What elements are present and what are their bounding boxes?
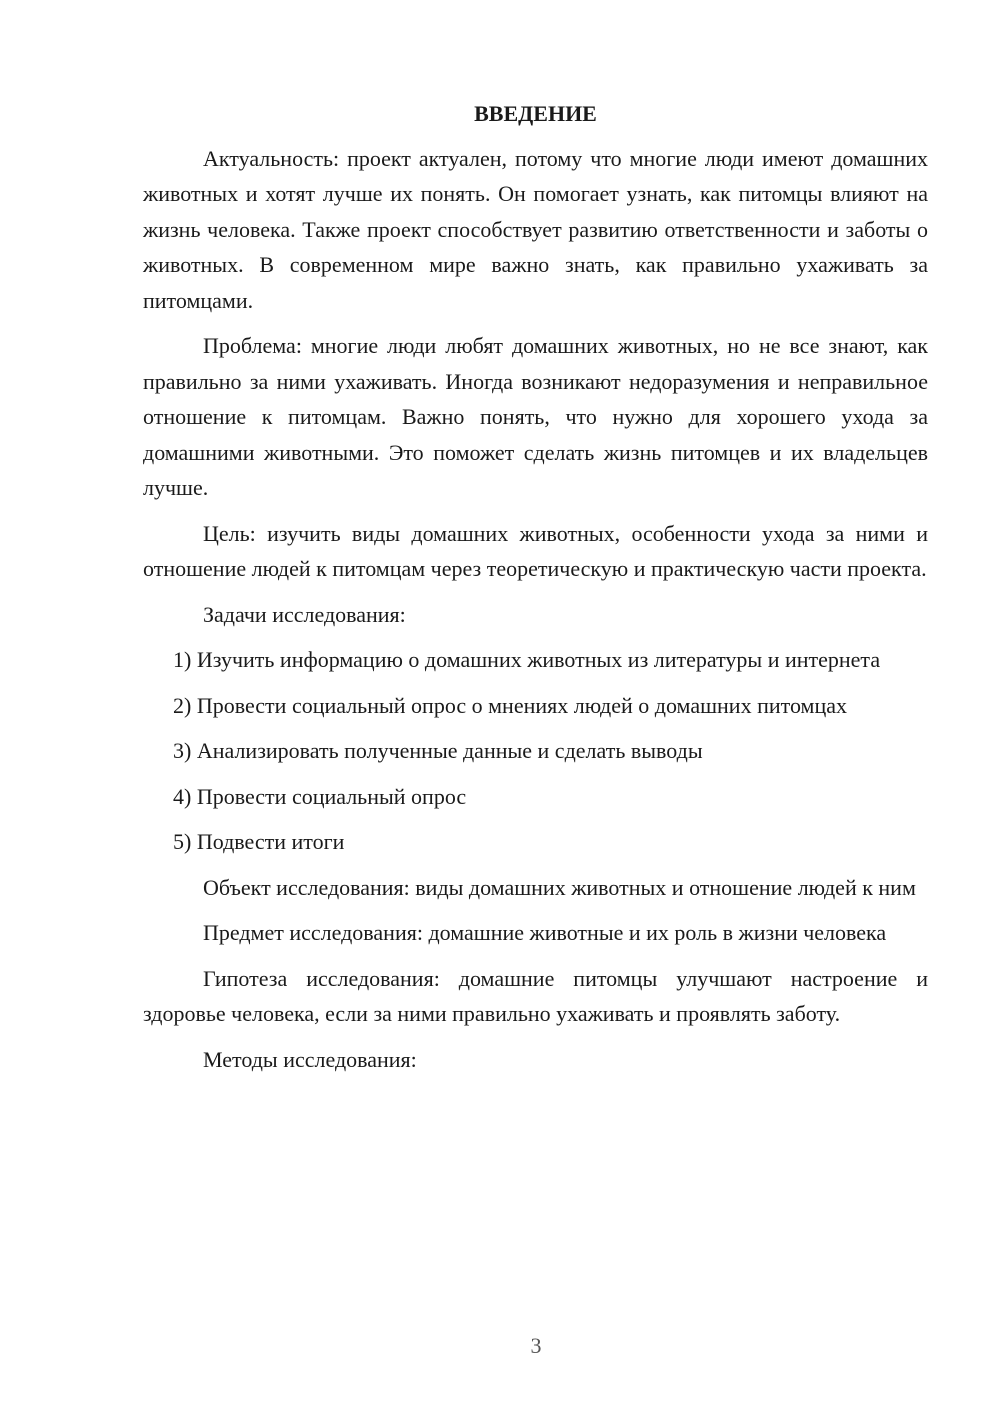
section-title: ВВЕДЕНИЕ: [474, 101, 597, 126]
paragraph-object: Объект исследования: виды домашних животных и отношение людей к ним: [203, 874, 916, 900]
paragraph-methods-heading: Методы исследования:: [203, 1046, 417, 1072]
paragraph-hypothesis: Гипотеза исследования: домашние питомцы улучшают настроение и здоровье человека, если за ними правильно ухаживать и проявлять заботу.: [143, 965, 928, 1026]
list-item-task-3: 3) Анализировать полученные данные и сделать выводы: [173, 738, 703, 763]
paragraph-goal: Цель: изучить виды домашних животных, особенности ухода за ними и отношение людей к питомцам через теоретическую и практическую части проекта.: [143, 520, 928, 581]
document-page: [143, 96, 928, 1087]
list-item-task-4: 4) Провести социальный опрос: [173, 783, 467, 809]
paragraph-tasks-heading: Задачи исследования:: [203, 601, 406, 627]
paragraph-problem: Проблема: многие люди любят домашних животных, но не все знают, как правильно за ними ухаживать. Иногда возникают недоразумения и неправильное отношение к питомцам. Важно понять, что нужно для хорошего ухода за домашними животными. Это поможет сделать жизнь питомцев и их владельцев лучше.: [143, 333, 928, 500]
page-number: 3: [530, 1333, 542, 1358]
list-item-task-5: 5) Подвести итоги: [173, 829, 345, 854]
paragraph-subject: Предмет исследования: домашние животные и их роль в жизни человека: [203, 920, 887, 945]
list-item-task-2: 2) Провести социальный опрос о мнениях людей о домашних питомцах: [173, 692, 847, 718]
paragraph-relevance: Актуальность: проект актуален, потому что многие люди имеют домашних животных и хотят лучше их понять. Он помогает узнать, как питомцы влияют на жизнь человека. Также проект способствует развитию ответственности и заботы о животных. В современном мире важно знать, как правильно ухаживать за питомцами.: [143, 145, 928, 313]
list-item-task-1: 1) Изучить информацию о домашних животных из литературы и интернета: [173, 647, 881, 672]
